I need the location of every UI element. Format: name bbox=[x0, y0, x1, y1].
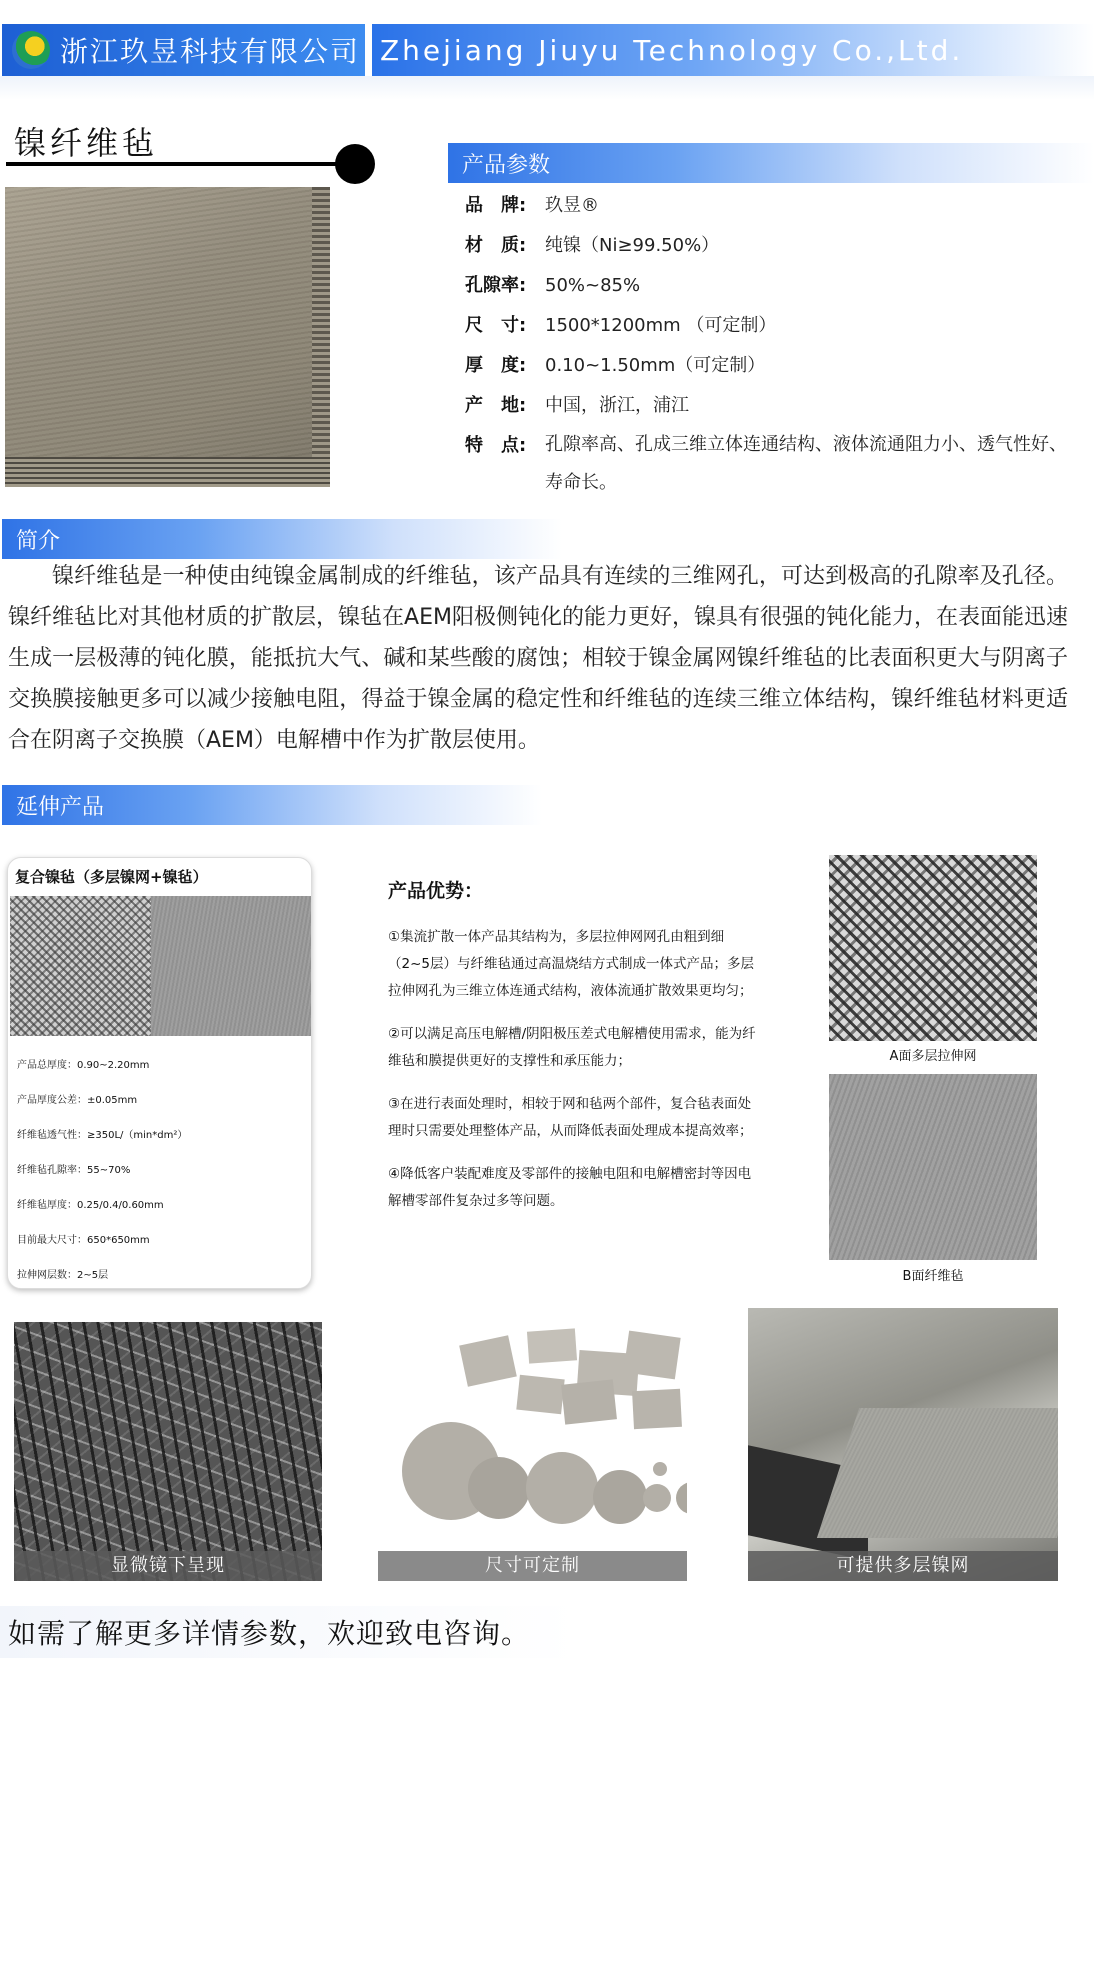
contact-footer: 如需了解更多详情参数，欢迎致电咨询。 bbox=[8, 1617, 531, 1650]
param-label: 品 牌: bbox=[465, 195, 527, 216]
side-caption-a: A面多层拉伸网 bbox=[889, 1049, 977, 1064]
param-value: 50%~85% bbox=[545, 275, 641, 296]
header-divider bbox=[0, 76, 1094, 100]
company-logo-icon bbox=[12, 31, 50, 69]
params-heading-bar bbox=[448, 143, 1094, 183]
microscope-photo bbox=[14, 1322, 322, 1581]
extension-heading-bar bbox=[2, 785, 542, 825]
custom-size-photo bbox=[378, 1322, 687, 1581]
intro-heading-bar bbox=[2, 519, 562, 559]
advantages-list bbox=[388, 924, 758, 1231]
params-heading: 产品参数 bbox=[462, 152, 551, 178]
spec-item: 纤维毡厚度：0.25/0.4/0.60mm bbox=[17, 1200, 164, 1211]
param-value: 孔隙率高、孔成三维立体连通结构、液体流通阻力小、透气性好、寿命长。 bbox=[545, 434, 1067, 493]
param-label: 尺 寸: bbox=[465, 315, 527, 336]
param-row bbox=[465, 306, 1075, 346]
param-value: 1500*1200mm （可定制） bbox=[545, 315, 777, 336]
param-label: 厚 度: bbox=[465, 355, 527, 376]
param-row bbox=[465, 426, 1075, 502]
param-row bbox=[465, 186, 1075, 226]
photo-caption: 显微镜下呈现 bbox=[14, 1551, 322, 1581]
intro-body bbox=[8, 556, 1068, 761]
side-mesh-image bbox=[829, 855, 1037, 1041]
photo-caption: 可提供多层镍网 bbox=[748, 1551, 1058, 1581]
param-label: 材 质: bbox=[465, 235, 527, 256]
company-name-en: Zhejiang Jiuyu Technology Co.,Ltd. bbox=[380, 33, 964, 67]
product-image bbox=[5, 187, 330, 487]
composite-felt-card bbox=[7, 857, 312, 1289]
side-caption-b: B面纤维毡 bbox=[902, 1269, 964, 1284]
param-value: 0.10~1.50mm（可定制） bbox=[545, 355, 766, 376]
advantage-item: ④降低客户装配难度及零部件的接触电阻和电解槽密封等因电解槽零部件复杂过多等问题。 bbox=[388, 1166, 752, 1209]
advantages-title: 产品优势： bbox=[388, 880, 484, 902]
param-label: 特 点: bbox=[465, 435, 527, 456]
composite-mesh-image bbox=[10, 896, 151, 1036]
company-banner-en bbox=[372, 24, 1094, 76]
param-row bbox=[465, 346, 1075, 386]
spec-item: 目前最大尺寸：650*650mm bbox=[17, 1235, 150, 1246]
spec-item: 纤维毡透气性：≥350L/（min*dm²） bbox=[17, 1130, 188, 1141]
param-row bbox=[465, 266, 1075, 306]
photo-caption: 尺寸可定制 bbox=[378, 1551, 687, 1581]
advantage-item: ③在进行表面处理时，相较于网和毡两个部件，复合毡表面处理时只需要处理整体产品，从而降低表面处理成本提高效率； bbox=[388, 1096, 753, 1139]
title-dot-icon bbox=[335, 144, 375, 184]
param-row bbox=[465, 226, 1075, 266]
title-underline bbox=[6, 162, 346, 166]
param-row bbox=[465, 386, 1075, 426]
intro-heading: 简介 bbox=[16, 528, 61, 554]
spec-item: 产品总厚度：0.90~2.20mm bbox=[17, 1060, 150, 1071]
side-felt-image bbox=[829, 1074, 1037, 1260]
composite-specs bbox=[17, 1048, 187, 1289]
spec-item: 纤维毡孔隙率：55~70% bbox=[17, 1165, 131, 1176]
extension-heading: 延伸产品 bbox=[16, 794, 105, 820]
company-name-cn: 浙江玖昱科技有限公司 bbox=[60, 35, 361, 68]
param-value: 纯镍（Ni≥99.50%） bbox=[545, 235, 720, 256]
param-label: 产 地: bbox=[465, 395, 527, 416]
param-value: 玖昱® bbox=[545, 195, 599, 216]
spec-item: 产品厚度公差：±0.05mm bbox=[17, 1095, 138, 1106]
params-list bbox=[465, 186, 1075, 502]
intro-paragraph: 镍纤维毡是一种使由纯镍金属制成的纤维毡，该产品具有连续的三维网孔，可达到极高的孔隙率及孔径。镍纤维毡比对其他材质的扩散层，镍毡在AEM阳极侧钝化的能力更好，镍具有很强的钝化能力，在表面能迅速生成一层极薄的钝化膜，能抵抗大气、碱和某些酸的腐蚀；相较于镍金属网镍纤维毡的比表面积更大与阴离子交换膜接触更多可以减少接触电阻，得益于镍金属的稳定性和纤维毡的连续三维立体结构，镍纤维毡材料更适合在阴离子交换膜（AEM）电解槽中作为扩散层使用。 bbox=[8, 564, 1068, 753]
composite-title: 复合镍毡（多层镍网+镍毡） bbox=[15, 868, 208, 886]
param-label: 孔隙率: bbox=[465, 275, 527, 296]
advantage-item: ②可以满足高压电解槽/阴阳极压差式电解槽使用需求，能为纤维毡和膜提供更好的支撑性和承压能力； bbox=[388, 1026, 756, 1069]
param-value: 中国，浙江，浦江 bbox=[545, 395, 689, 416]
composite-felt-image bbox=[151, 896, 311, 1036]
advantage-item: ①集流扩散一体产品其结构为，多层拉伸网网孔由粗到细（2~5层）与纤维毡通过高温烧结方式制成一体式产品；多层拉伸网孔为三维立体连通式结构，液体流通扩散效果更均匀； bbox=[388, 929, 754, 999]
product-title: 镍纤维毡 bbox=[14, 124, 159, 162]
spec-item: 拉伸网层数：2~5层 bbox=[17, 1270, 109, 1281]
multilayer-mesh-photo bbox=[748, 1308, 1058, 1581]
company-banner-cn bbox=[2, 24, 365, 76]
